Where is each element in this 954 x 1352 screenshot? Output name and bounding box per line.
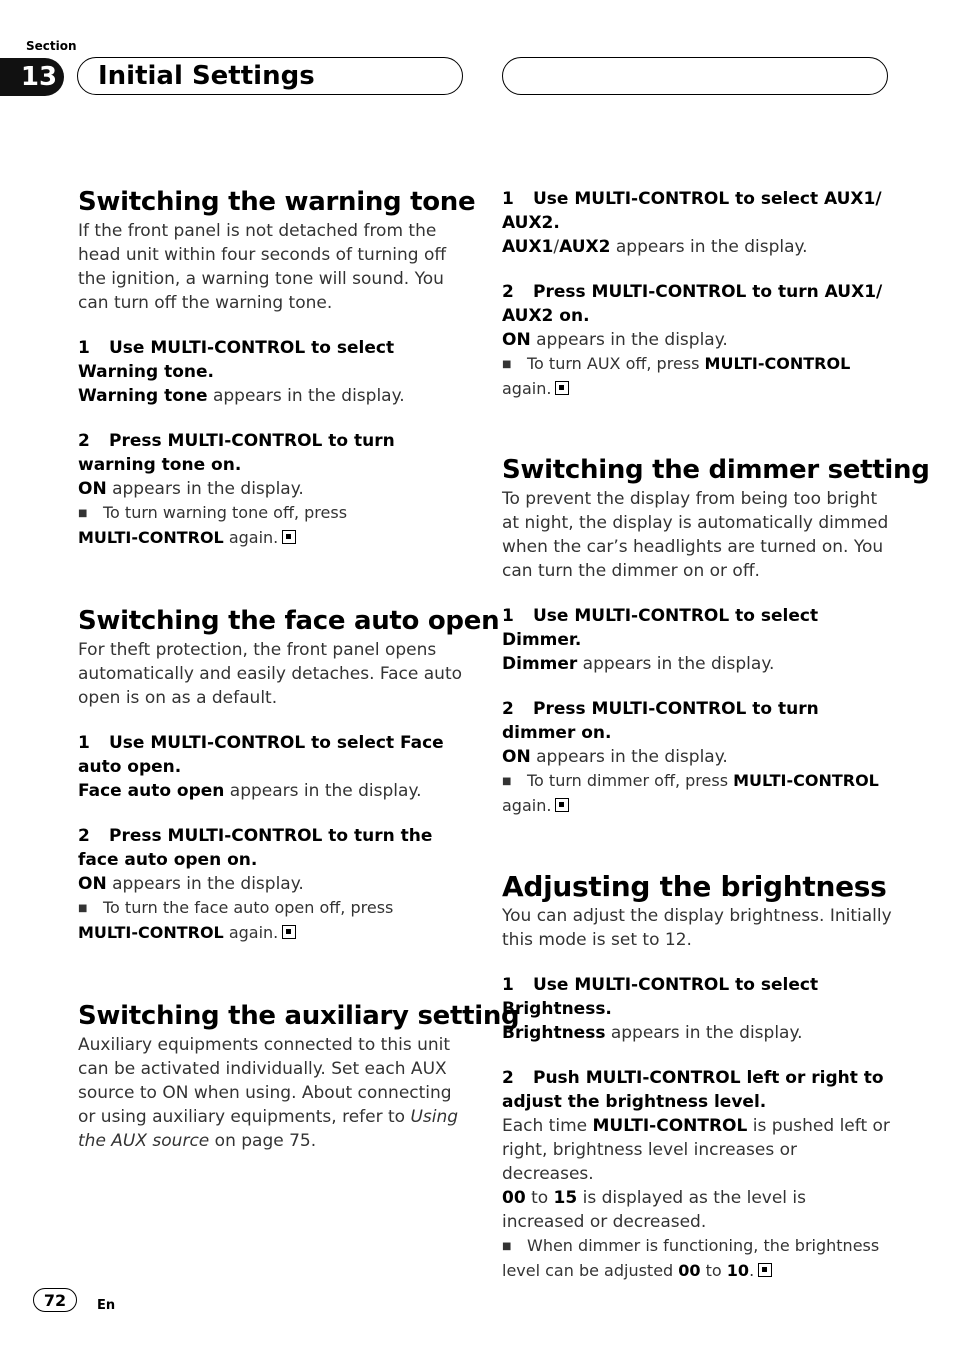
aux-step-1-result: AUX1/AUX2 appears in the display. (502, 237, 808, 257)
dimmer-note: ■ To turn dimmer off, press MULTI-CONTROL again. (502, 771, 879, 815)
section-number-tab: 13 (0, 58, 64, 96)
page-number: 72 (33, 1288, 77, 1312)
left-column (78, 185, 520, 1153)
face-step-1: 1 Use MULTI-CONTROL to select Face auto open. (78, 733, 444, 777)
warning-note: ■ To turn warning tone off, press MULTI-CONTROL again. (78, 503, 348, 547)
end-mark-icon (282, 530, 296, 544)
aux-note: ■ To turn AUX off, press MULTI-CONTROL again. (502, 354, 851, 398)
heading-warning-tone: Switching the warning tone (78, 187, 476, 217)
bullet-icon: ■ (502, 1241, 512, 1252)
end-mark-icon (758, 1263, 772, 1277)
dimmer-step-2: 2 Press MULTI-CONTROL to turn dimmer on. (502, 699, 819, 743)
section-label: Section (26, 39, 77, 53)
warning-step-1-result: Warning tone appears in the display. (78, 386, 405, 406)
dimmer-body: To prevent the display from being too bright at night, the display is automatically dimmed when the car’s headlights are turned on. You can turn the dimmer on or off. (502, 489, 889, 581)
header-title-pill (77, 57, 463, 95)
face-body: For theft protection, the front panel opens automatically and easily detaches. Face auto open is on as a default. (78, 640, 463, 708)
end-mark-icon (555, 381, 569, 395)
warning-body: If the front panel is not detached from the head unit within four seconds of turning off the ignition, a warning tone will sound. You can turn off the warning tone. (78, 221, 447, 313)
face-step-1-result: Face auto open appears in the display. (78, 781, 422, 801)
language-label: En (97, 1298, 116, 1313)
heading-auxiliary-setting: Switching the auxiliary setting (78, 1001, 520, 1031)
brightness-body: You can adjust the display brightness. Initially this mode is set to 12. (502, 906, 892, 950)
aux-body: Auxiliary equipments connected to this unit can be activated individually. Set each AUX source to ON when using. About connecting or using auxiliary equipments, refer to Using the AUX source on page 75. (78, 1035, 459, 1151)
right-column (502, 185, 930, 1283)
face-step-2: 2 Press MULTI-CONTROL to turn the face auto open on. (78, 826, 433, 870)
aux-step-1: 1 Use MULTI-CONTROL to select AUX1/ AUX2. (502, 189, 882, 233)
brightness-step-1: 1 Use MULTI-CONTROL to select Brightness. (502, 975, 819, 1019)
bullet-icon: ■ (78, 903, 88, 914)
warning-step-2-result: ON appears in the display. (78, 479, 304, 499)
warning-step-1: 1 Use MULTI-CONTROL to select Warning tone. (78, 338, 395, 382)
heading-dimmer-setting: Switching the dimmer setting (502, 455, 930, 485)
brightness-note: ■ When dimmer is functioning, the brightness level can be adjusted 00 to 10. (502, 1236, 880, 1280)
aux-step-2-result: ON appears in the display. (502, 330, 728, 350)
heading-face-auto-open: Switching the face auto open (78, 606, 500, 636)
bullet-icon: ■ (502, 776, 512, 787)
aux-step-2: 2 Press MULTI-CONTROL to turn AUX1/ AUX2 on. (502, 282, 883, 326)
end-mark-icon (282, 925, 296, 939)
face-step-2-result: ON appears in the display. (78, 874, 304, 894)
header-title: Initial Settings (98, 61, 315, 91)
warning-step-2: 2 Press MULTI-CONTROL to turn warning tone on. (78, 431, 395, 475)
brightness-step-2: 2 Push MULTI-CONTROL left or right to adjust the brightness level. (502, 1068, 884, 1112)
dimmer-step-1-result: Dimmer appears in the display. (502, 654, 775, 674)
dimmer-step-2-result: ON appears in the display. (502, 747, 728, 767)
face-note: ■ To turn the face auto open off, press MULTI-CONTROL again. (78, 898, 394, 942)
header-empty-pill (502, 57, 888, 95)
dimmer-step-1: 1 Use MULTI-CONTROL to select Dimmer. (502, 606, 819, 650)
bullet-icon: ■ (78, 508, 88, 519)
brightness-step-2-detail: Each time MULTI-CONTROL is pushed left or right, brightness level increases or decreases. 00 to 15 is displayed as the level is increased or decreased. (502, 1116, 890, 1232)
heading-brightness: Adjusting the brightness (502, 870, 887, 903)
bullet-icon: ■ (502, 359, 512, 370)
brightness-step-1-result: Brightness appears in the display. (502, 1023, 803, 1043)
end-mark-icon (555, 798, 569, 812)
